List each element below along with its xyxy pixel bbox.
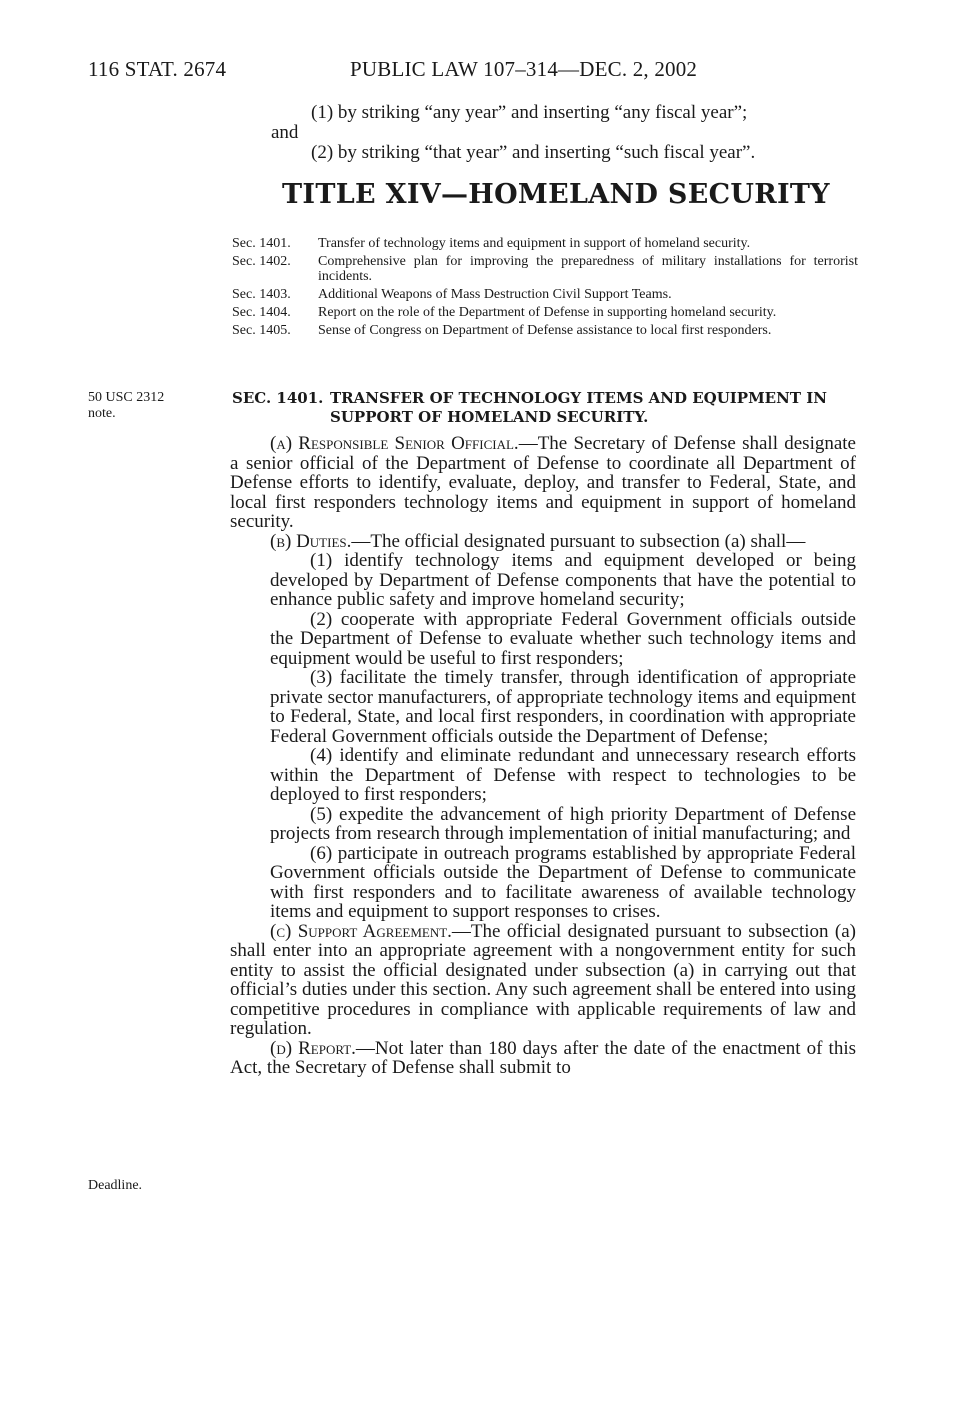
toc-section-title: Transfer of technology items and equipment in support of homeland security. xyxy=(318,236,751,251)
toc-entry xyxy=(232,254,858,284)
subsection-b-label: (b) Duties. xyxy=(270,530,352,552)
toc-section-title: Report on the role of the Department of Defense in supporting homeland security. xyxy=(318,305,777,320)
toc-section-number: Sec. 1401. xyxy=(232,236,291,251)
toc-section-title: Comprehensive plan for improving the preparedness of military installations for terrorist incidents. xyxy=(318,254,858,284)
section-heading xyxy=(232,389,858,427)
toc-entry xyxy=(232,287,858,302)
toc-section-number: Sec. 1403. xyxy=(232,287,291,302)
page-stat-number: 116 STAT. 2674 xyxy=(88,57,227,81)
duty-item: (2) cooperate with appropriate Federal Government officials outside the Department of Defense to evaluate whether such technology items and equipment would be useful to first responders; xyxy=(270,608,856,669)
section-number: SEC. 1401. xyxy=(232,389,324,407)
duty-item: (4) identify and eliminate redundant and unnecessary research efforts within the Department of Defense with respect to technologies to be deployed to first responders; xyxy=(270,745,856,805)
section-body xyxy=(230,434,856,1078)
toc-section-number: Sec. 1404. xyxy=(232,305,291,320)
amendment-and: and xyxy=(271,122,299,143)
toc-section-title: Sense of Congress on Department of Defense assistance to local first responders. xyxy=(318,323,772,338)
duty-item: (5) expedite the advancement of high priority Department of Defense projects from research through implementation of initial manufacturing; and xyxy=(270,803,856,844)
section-heading-line-2: SUPPORT OF HOMELAND SECURITY. xyxy=(330,408,649,426)
subsection-a xyxy=(230,434,856,532)
amendment-item-2: (2) by striking “that year” and inserting “such fiscal year”. xyxy=(311,142,756,163)
usc-citation-note xyxy=(88,390,164,422)
duty-item: (1) identify technology items and equipment developed or being developed by Department of Defense components that have the potential to enhance public safety and improve homeland security; xyxy=(270,550,856,610)
subsection-d-text: —Not later than 180 days after the date of the enactment of this Act, the Secretary of Defense shall submit to xyxy=(230,1037,856,1078)
title-heading: TITLE XIV—HOMELAND SECURITY xyxy=(282,179,830,210)
subsection-b xyxy=(230,532,856,552)
subsection-c-label: (c) Support Agreement. xyxy=(270,920,452,942)
subsection-b-text: —The official designated pursuant to subsection (a) shall— xyxy=(351,530,806,552)
deadline-note: Deadline. xyxy=(88,1178,143,1193)
public-law-header: PUBLIC LAW 107–314—DEC. 2, 2002 xyxy=(350,57,698,81)
subsection-c xyxy=(230,922,856,1039)
duty-item: (6) participate in outreach programs established by appropriate Federal Government officials outside the Department of Defense to communicate with first responders and to facilitate awareness of available technology items and equipment to support responses to crises. xyxy=(270,842,856,922)
toc-section-title: Additional Weapons of Mass Destruction Civil Support Teams. xyxy=(318,287,672,302)
amendment-item-1: (1) by striking “any year” and inserting “any fiscal year”; xyxy=(311,102,748,123)
subsection-a-label: (a) Responsible Senior Official. xyxy=(270,433,519,454)
toc-section-number: Sec. 1402. xyxy=(232,254,291,269)
duty-item: (3) facilitate the timely transfer, through identification of appropriate private sector manufacturers, of appropriate technology items and equipment to Federal, State, and local first responders, in coordination with appropriate Federal Government officials outside the Department of Defense; xyxy=(270,667,856,747)
subsection-d-label: (d) Report. xyxy=(270,1037,356,1059)
usc-note-label: note. xyxy=(88,406,116,421)
subsection-a-text: —The Secretary of Defense shall designate a senior official of the Department of Defense to coordinate all Department of Defense efforts to identify, evaluate, deploy, and transfer to Federal, State, and local first responders technology items and equipment in support of homeland security. xyxy=(230,433,856,532)
section-heading-line-1: TRANSFER OF TECHNOLOGY ITEMS AND EQUIPMENT IN xyxy=(330,389,827,407)
toc-section-number: Sec. 1405. xyxy=(232,323,291,338)
toc-entry xyxy=(232,236,858,251)
subsection-d xyxy=(230,1039,856,1078)
toc-entry xyxy=(232,305,858,320)
usc-citation: 50 USC 2312 xyxy=(88,390,165,405)
toc-entry xyxy=(232,323,858,338)
subsection-c-text: —The official designated pursuant to subsection (a) shall enter into an appropriate agreement with a nongovernment entity for such entity to assist the official designated under subsection (a) in carrying out that official’s duties under this section. Any such agreement shall be entered into using competitive procedures in compliance with applicable requirements of law and regulation. xyxy=(230,920,856,1039)
table-of-contents xyxy=(232,236,858,341)
